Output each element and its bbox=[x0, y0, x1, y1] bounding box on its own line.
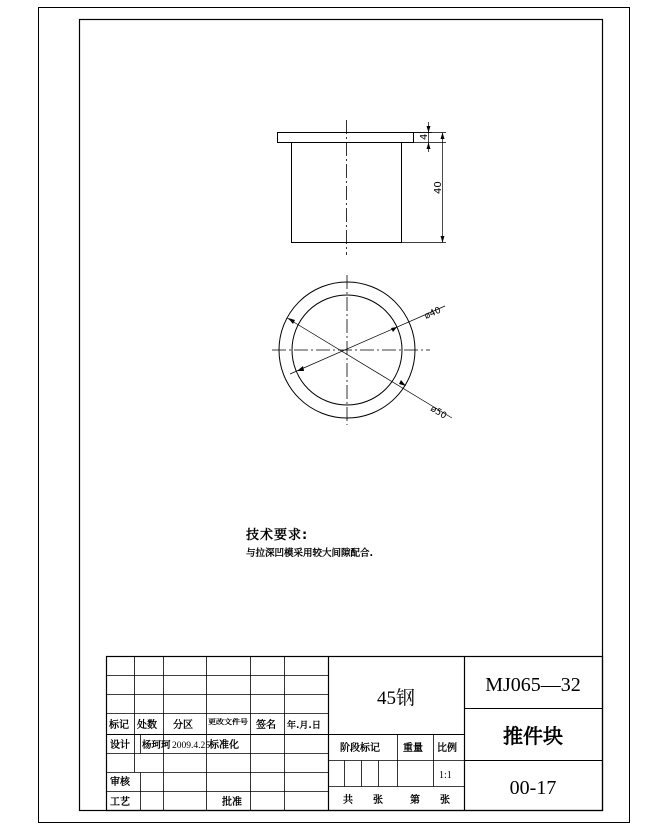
leader-line bbox=[287, 318, 452, 418]
dim-arrow bbox=[441, 133, 445, 140]
part-name: 推件块 bbox=[503, 724, 563, 748]
sheet-outer-border bbox=[39, 8, 630, 823]
drawing-code: 00-17 bbox=[509, 777, 557, 799]
total-sheets: 共 张 bbox=[343, 795, 383, 806]
dim-arrow bbox=[427, 126, 431, 133]
dim-arrow bbox=[288, 318, 295, 324]
dim-arrow bbox=[391, 327, 397, 332]
h-count: 处数 bbox=[137, 720, 157, 731]
process-label: 工艺 bbox=[110, 797, 130, 808]
standardize-label: 标准化 bbox=[209, 740, 239, 751]
sheet-number: 第 张 bbox=[410, 795, 450, 806]
dim-outer-diameter: ø50 bbox=[428, 404, 449, 422]
designer-name: 杨珂珂 bbox=[142, 740, 171, 751]
h-zone: 分区 bbox=[173, 720, 193, 731]
dim-flange-thickness: 4 bbox=[419, 133, 430, 140]
tech-requirements-line1: 与拉深凹模采用较大间隙配合. bbox=[246, 548, 374, 559]
dim-arrow bbox=[427, 143, 431, 150]
h-sign: 签名 bbox=[256, 720, 276, 731]
flange-outline bbox=[278, 133, 414, 143]
approve-label: 批准 bbox=[222, 797, 242, 808]
review-label: 审核 bbox=[110, 777, 130, 788]
h-docno: 更改文件号 bbox=[208, 718, 243, 726]
weight-label: 重量 bbox=[403, 743, 423, 754]
h-date: 年.月.日 bbox=[287, 721, 321, 731]
tech-requirements-title: 技术要求: bbox=[246, 528, 309, 543]
dim-arrow bbox=[399, 380, 406, 386]
h-mark: 标记 bbox=[109, 720, 129, 731]
drawing-number: MJ065—32 bbox=[485, 674, 581, 696]
dim-height: 40 bbox=[433, 181, 444, 194]
dim-inner-diameter: ø40 bbox=[423, 305, 443, 322]
scale-label: 比例 bbox=[437, 743, 457, 754]
scale-value: 1:1 bbox=[439, 770, 452, 781]
title-block bbox=[107, 657, 603, 811]
design-date: 2009.4.25 bbox=[172, 741, 210, 751]
top-view bbox=[272, 275, 452, 425]
design-label: 设计 bbox=[110, 740, 130, 751]
material: 45钢 bbox=[376, 688, 416, 709]
dim-arrow bbox=[297, 366, 304, 371]
leader-line bbox=[290, 306, 445, 374]
front-view bbox=[278, 120, 447, 255]
stage-mark-label: 阶段标记 bbox=[340, 743, 380, 754]
dim-arrow bbox=[441, 236, 445, 243]
